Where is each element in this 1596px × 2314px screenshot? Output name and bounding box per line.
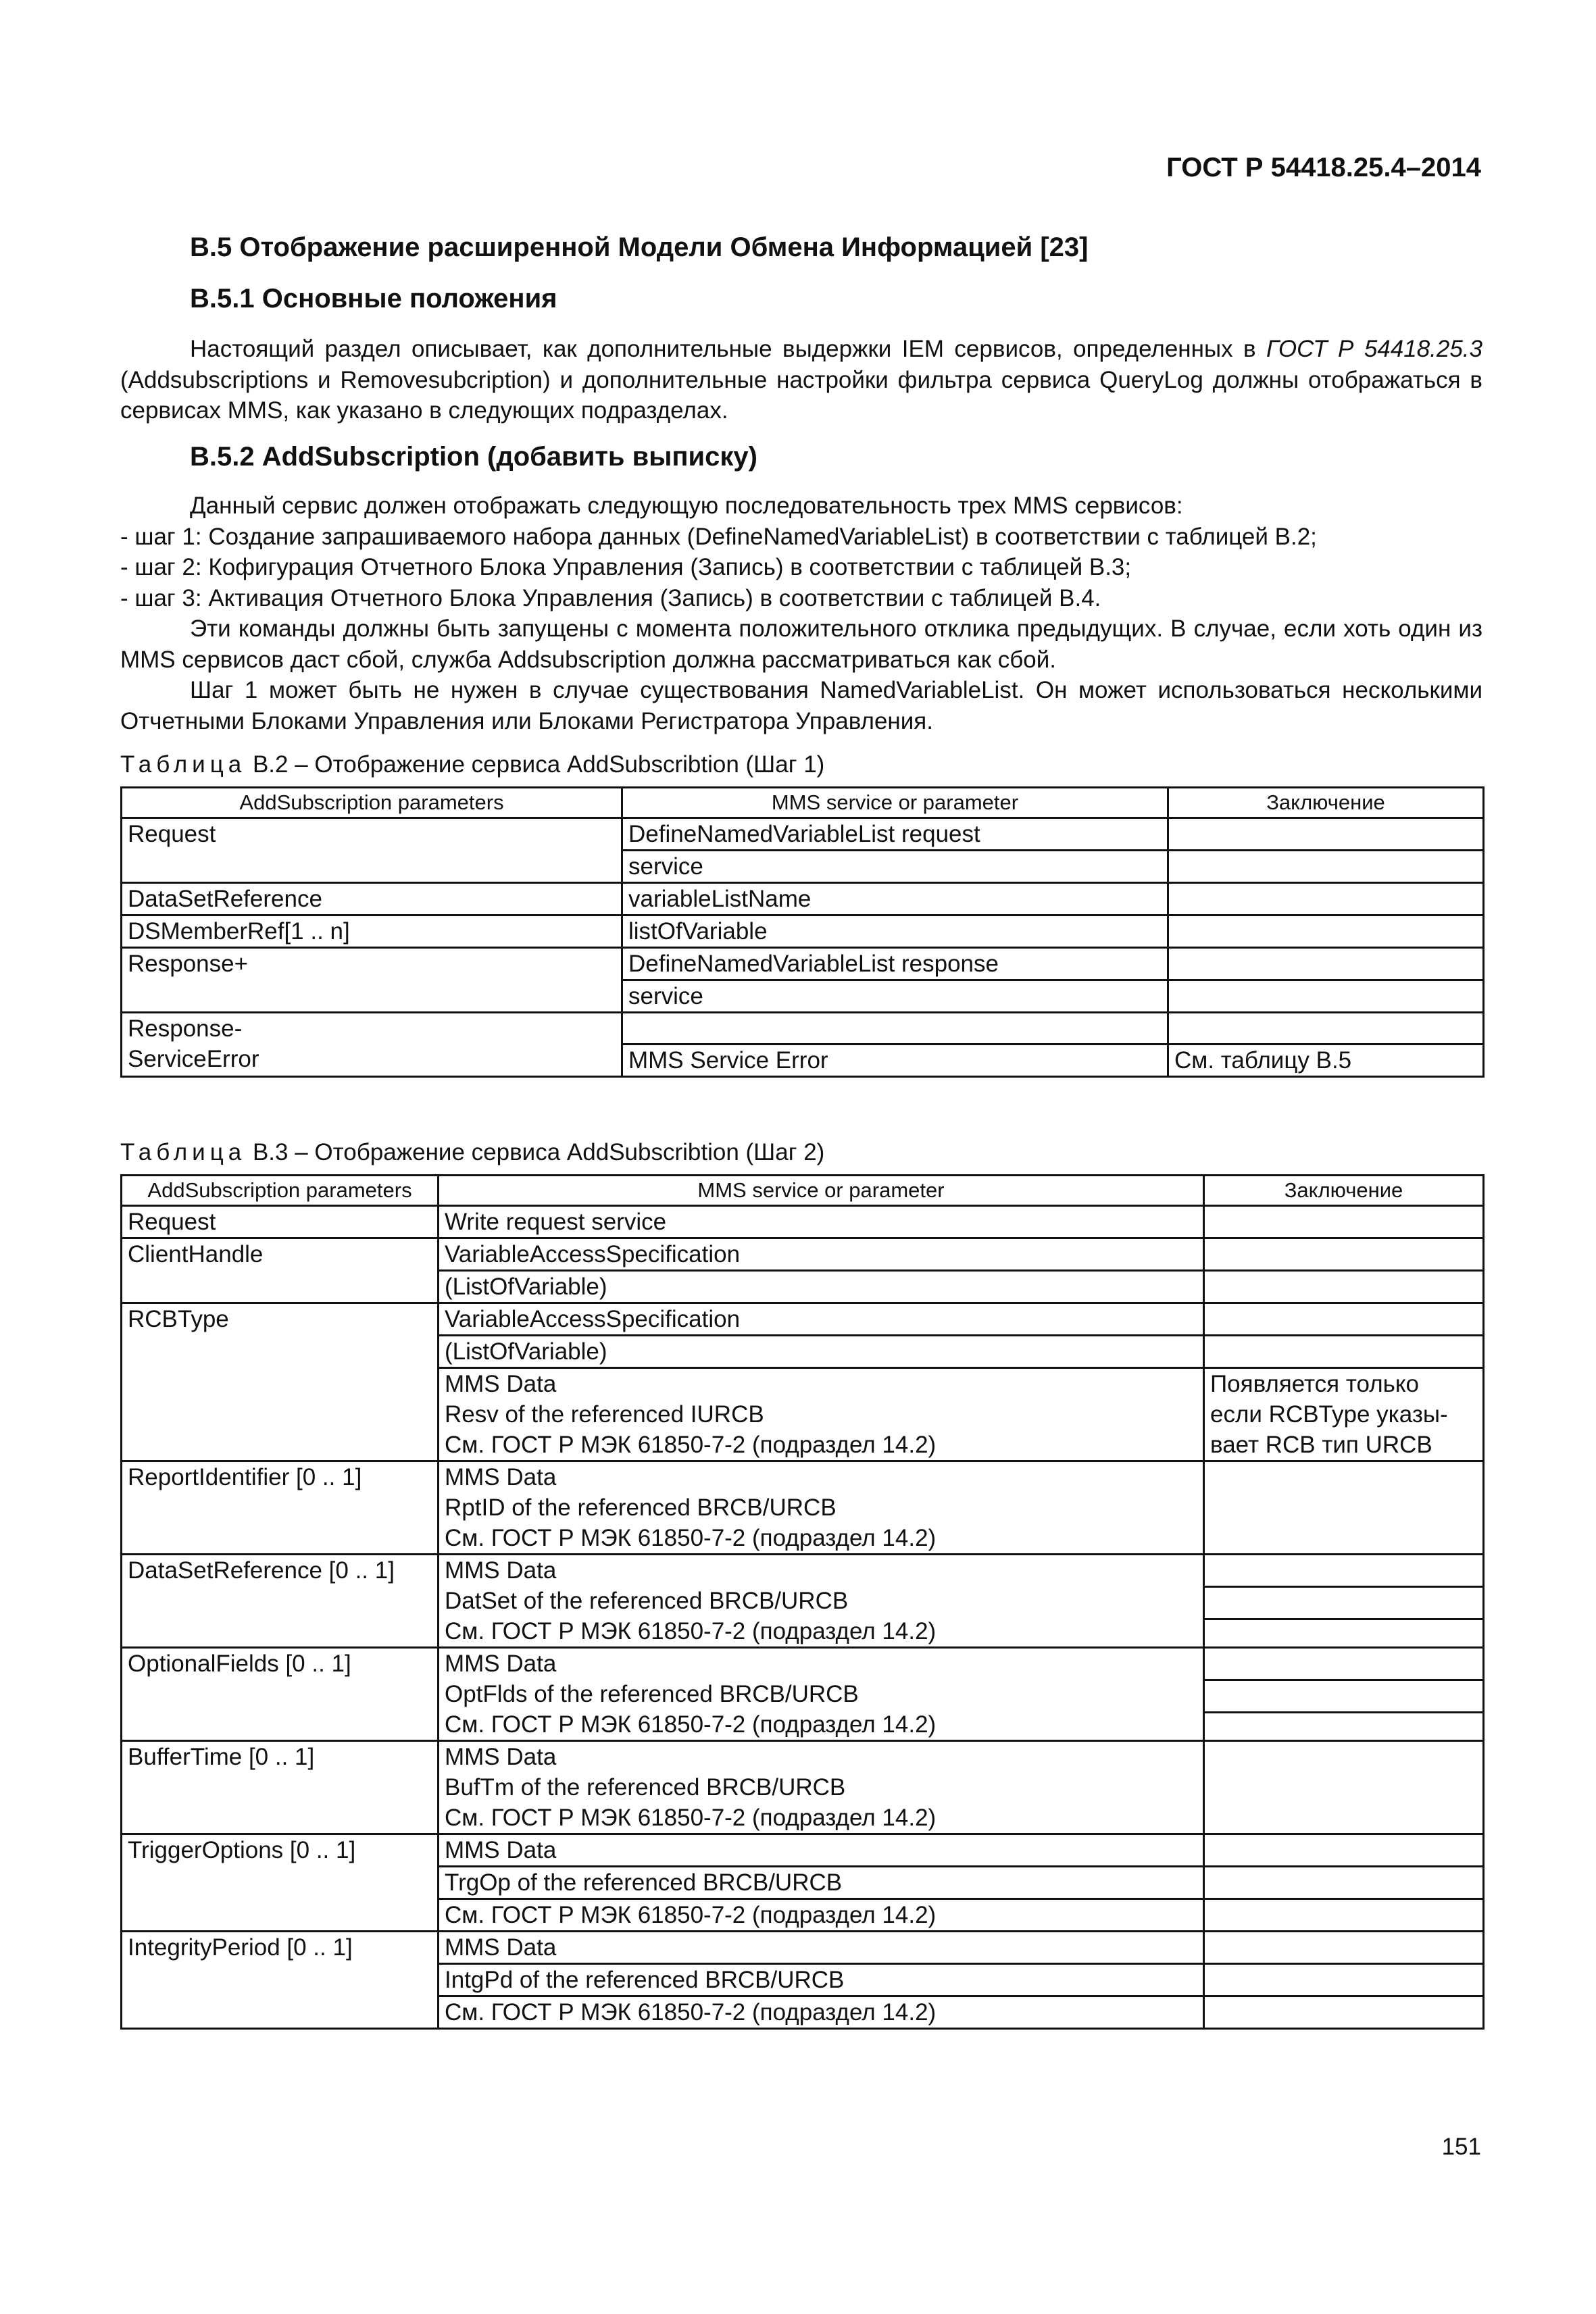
table-b3: [120, 1174, 1485, 2030]
table-cell: [1204, 1964, 1484, 1996]
document-header: ГОСТ Р 54418.25.4–2014: [1166, 153, 1481, 182]
table-cell: См. ГОСТ Р МЭК 61850-7-2 (подраздел 14.2): [439, 1996, 1204, 2029]
table-b2-caption: Таблица В.2 – Отображение сервиса AddSubscribtion (Шаг 1): [120, 751, 825, 778]
table-cell: DefineNamedVariableList request: [622, 818, 1168, 851]
table-cell: TrgOp of the referenced BRCB/URCB: [439, 1867, 1204, 1899]
table-cell: MMS Data BufTm of the referenced BRCB/URCB См. ГОСТ Р МЭК 61850-7-2 (подраздел 14.2): [439, 1741, 1204, 1834]
table-cell: [1204, 1303, 1484, 1336]
table-row: [122, 1834, 1484, 1867]
table-cell: RCBType: [122, 1303, 439, 1461]
table-cell: (ListOfVariable): [439, 1336, 1204, 1368]
table-header-row: [122, 788, 1484, 818]
table-cell: DSMemberRef[1 .. n]: [122, 915, 622, 948]
table-cell: [1204, 1834, 1484, 1867]
table-cell: [1168, 818, 1484, 851]
table-row: [122, 915, 1484, 948]
table-cell: Response-: [122, 1013, 622, 1045]
table-cell: Write request service: [439, 1206, 1204, 1238]
step-1: - шаг 1: Создание запрашиваемого набора данных (DefineNamedVariableList) в соответствии с таблицей В.2;: [120, 523, 1317, 550]
section-heading-b5: В.5 Отображение расширенной Модели Обмена Информацией [23]: [190, 232, 1089, 262]
step-2: - шаг 2: Кофигурация Отчетного Блока Управления (Запись) в соответствии с таблицей В.3;: [120, 554, 1132, 580]
table-row: [122, 1461, 1484, 1555]
table-header-row: [122, 1176, 1484, 1206]
paragraph-intro: Настоящий раздел описывает, как дополнительные выдержки IEM сервисов, определенных в ГОСТ Р 54418.25.3 (Addsubscriptions и Removesubcription) и дополнительные настройки фильтра сервиса QueryLog должны отображаться в сервисах MMS, как указано в следующих подразделах.: [120, 336, 1482, 424]
column-header: Заключение: [1168, 788, 1484, 818]
table-cell: service: [622, 851, 1168, 883]
table-cell: [1204, 1899, 1484, 1932]
column-header: MMS service or parameter: [622, 788, 1168, 818]
table-cell: DataSetReference: [122, 883, 622, 915]
table-row: [122, 1206, 1484, 1238]
table-cell: Response+: [122, 948, 622, 1013]
table-cell: DataSetReference [0 .. 1]: [122, 1555, 439, 1648]
column-header: Заключение: [1204, 1176, 1484, 1206]
table-cell: (ListOfVariable): [439, 1271, 1204, 1303]
table-cell: MMS Data OptFlds of the referenced BRCB/URCB См. ГОСТ Р МЭК 61850-7-2 (подраздел 14.2): [439, 1648, 1204, 1741]
table-cell: [1168, 1013, 1484, 1045]
column-header: AddSubscription parameters: [122, 1176, 439, 1206]
table-row: [122, 1741, 1484, 1834]
table-cell: MMS Data DatSet of the referenced BRCB/URCB См. ГОСТ Р МЭК 61850-7-2 (подраздел 14.2): [439, 1555, 1204, 1648]
table-cell: [1204, 1206, 1484, 1238]
table-row: [122, 1648, 1484, 1741]
table-cell: [1204, 1996, 1484, 2029]
table-cell: TriggerOptions [0 .. 1]: [122, 1834, 439, 1932]
paragraph-commands: Эти команды должны быть запущены с момента положительного отклика предыдущих. В случае, если хоть один из MMS сервисов даст сбой, служба Addsubscription должна рассматриваться как сбой.: [120, 615, 1482, 673]
table-row: [122, 818, 1484, 851]
table-cell: IntegrityPeriod [0 .. 1]: [122, 1932, 439, 2029]
section-heading-b52: В.5.2 AddSubscription (добавить выписку): [190, 442, 757, 472]
table-cell: Request: [122, 818, 622, 883]
table-cell: [1204, 1932, 1484, 1964]
table-cell: [1204, 1336, 1484, 1368]
table-row: [122, 1555, 1484, 1648]
table-row: [122, 948, 1484, 980]
table-cell: См. таблицу В.5: [1168, 1044, 1484, 1076]
table-cell: [1168, 851, 1484, 883]
table-cell: [622, 1013, 1168, 1045]
table-cell: BufferTime [0 .. 1]: [122, 1741, 439, 1834]
table-cell: VariableAccessSpecification: [439, 1238, 1204, 1271]
table-cell: MMS Data RptID of the referenced BRCB/URCB См. ГОСТ Р МЭК 61850-7-2 (подраздел 14.2): [439, 1461, 1204, 1555]
table-cell: [1168, 883, 1484, 915]
table-cell: [1204, 1555, 1484, 1648]
table-cell: MMS Service Error: [622, 1044, 1168, 1076]
table-cell: MMS Data: [439, 1932, 1204, 1964]
table-cell: [1204, 1867, 1484, 1899]
table-cell-note: Появляется только если RCBType указы- вает RCB тип URCB: [1204, 1368, 1484, 1461]
table-cell: Request: [122, 1206, 439, 1238]
table-cell: [1204, 1648, 1484, 1741]
step-3: - шаг 3: Активация Отчетного Блока Управления (Запись) в соответствии с таблицей В.4.: [120, 584, 1101, 611]
table-cell: [1168, 948, 1484, 980]
table-cell: [1204, 1271, 1484, 1303]
table-row: [122, 883, 1484, 915]
table-cell: ServiceError: [122, 1044, 622, 1076]
table-cell: [1168, 980, 1484, 1013]
table-cell: См. ГОСТ Р МЭК 61850-7-2 (подраздел 14.2): [439, 1899, 1204, 1932]
table-cell: IntgPd of the referenced BRCB/URCB: [439, 1964, 1204, 1996]
table-cell: service: [622, 980, 1168, 1013]
table-cell: ReportIdentifier [0 .. 1]: [122, 1461, 439, 1555]
column-header: MMS service or parameter: [439, 1176, 1204, 1206]
table-row: [122, 1013, 1484, 1045]
table-row: [122, 1238, 1484, 1271]
table-cell: MMS Data: [439, 1834, 1204, 1867]
table-cell: listOfVariable: [622, 915, 1168, 948]
table-row: [122, 1932, 1484, 1964]
table-cell: MMS Data Resv of the referenced IURCB См. ГОСТ Р МЭК 61850-7-2 (подраздел 14.2): [439, 1368, 1204, 1461]
section-heading-b51: В.5.1 Основные положения: [190, 284, 557, 313]
table-cell: [1204, 1461, 1484, 1555]
paragraph-step1-note: Шаг 1 может быть не нужен в случае существования NamedVariableList. Он может использоваться несколькими Отчетными Блоками Управления или Блоками Регистратора Управления.: [120, 677, 1482, 734]
page-number: 151: [1441, 2134, 1481, 2160]
column-header: AddSubscription parameters: [122, 788, 622, 818]
table-cell: VariableAccessSpecification: [439, 1303, 1204, 1336]
standard-reference: ГОСТ Р 54418.25.3: [1266, 336, 1482, 362]
table-row: [122, 1303, 1484, 1336]
table-cell: ClientHandle: [122, 1238, 439, 1303]
table-cell: [1204, 1741, 1484, 1834]
table-cell: variableListName: [622, 883, 1168, 915]
table-cell: OptionalFields [0 .. 1]: [122, 1648, 439, 1741]
steps-list: Данный сервис должен отображать следующую последовательность трех MMS сервисов: - шаг 1: Создание запрашиваемого набора данных (DefineNamedVariableList) в соответствии с таблицей В.2; - шаг 2: Кофигурация Отчетного Блока Управления (Запись) в соответствии с таблицей В.3; - шаг 3: Активация Отчетного Блока Управления (Запись) в соответствии с таблицей В.4.: [120, 491, 1482, 613]
table-cell: DefineNamedVariableList response: [622, 948, 1168, 980]
table-cell: [1204, 1238, 1484, 1271]
table-row: [122, 1044, 1484, 1076]
table-b2: [120, 786, 1485, 1078]
table-b3-caption: Таблица В.3 – Отображение сервиса AddSubscribtion (Шаг 2): [120, 1139, 825, 1165]
table-cell: [1168, 915, 1484, 948]
